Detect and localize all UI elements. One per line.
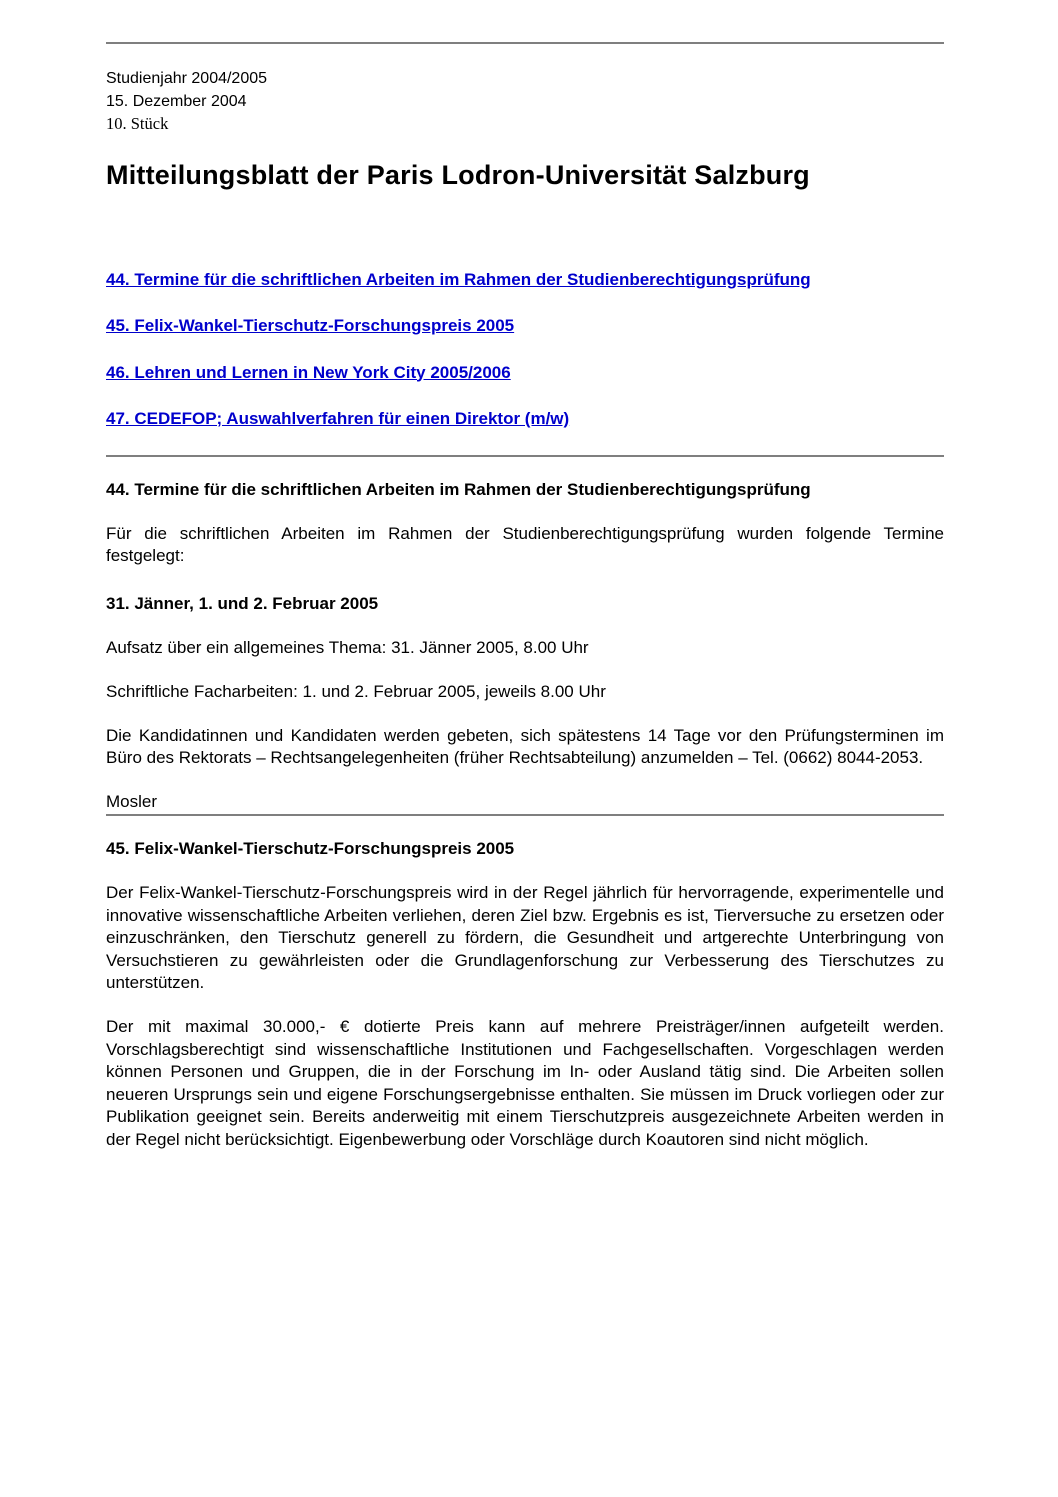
issue-number: 10. Stück — [106, 114, 169, 133]
section-44-intro: Für die schriftlichen Arbeiten im Rahmen der Studienberechtigungsprüfung wurden folgende Termine festgelegt: — [106, 523, 944, 565]
section-44-registration-note: Die Kandidatinnen und Kandidaten werden gebeten, sich spätestens 14 Tage vor den Prüfungsterminen im Büro des Rektorats – Rechtsangelegenheiten (früher Rechtsabteilung) anzumelden – Tel. (0662) 8044-2053. — [106, 725, 944, 767]
section-45-heading: 45. Felix-Wankel-Tierschutz-Forschungspreis 2005 — [106, 839, 515, 858]
issue-block — [106, 68, 944, 136]
section-44-heading: 44. Termine für die schriftlichen Arbeiten im Rahmen der Studienberechtigungsprüfung — [106, 479, 811, 499]
toc-link-44[interactable]: 44. Termine für die schriftlichen Arbeiten im Rahmen der Studienberechtigungsprüfung — [106, 269, 811, 289]
section-45-paragraph-1: Der Felix-Wankel-Tierschutz-Forschungspreis wird in der Regel jährlich für hervorragende, experimentelle und innovative wissenschaftliche Arbeiten verliehen, deren Ziel bzw. Ergebnis es ist, Tierversuche zu ersetzen oder einzuschränken, den Tierschutz generell zu fördern, die Gesundheit und artgerechte Unterbringung von Versuchstieren zu gewährleisten oder die Grundlagenforschung zur Verbesserung des Tierschutzes zu unterstützen. — [106, 883, 944, 992]
section-44-papers-line: Schriftliche Facharbeiten: 1. und 2. Februar 2005, jeweils 8.00 Uhr — [106, 681, 606, 701]
section-44-dates-heading: 31. Jänner, 1. und 2. Februar 2005 — [106, 593, 379, 613]
study-year: Studienjahr 2004/2005 — [106, 70, 268, 87]
section-45 — [106, 838, 944, 1151]
toc-link-45[interactable]: 45. Felix-Wankel-Tierschutz-Forschungspreis 2005 — [106, 316, 515, 335]
section-44-essay-line: Aufsatz über ein allgemeines Thema: 31. Jänner 2005, 8.00 Uhr — [106, 637, 589, 657]
toc-link-47[interactable]: 47. CEDEFOP; Auswahlverfahren für einen Direktor (m/w) — [106, 409, 570, 428]
section-divider-2 — [106, 814, 944, 816]
section-divider-1 — [106, 455, 944, 457]
table-of-contents — [106, 269, 944, 431]
section-45-paragraph-2: Der mit maximal 30.000,- € dotierte Preis kann auf mehrere Preisträger/innen aufgeteilt werden. Vorschlagsberechtigt sind wissenschaftliche Institutionen und Fachgesellschaften. Vorgeschlagen werden können Personen und Gruppen, die in der Forschung im In- oder Ausland tätig sind. Die Arbeiten sollen neueren Ursprungs sein und eigene Forschungsergebnisse enthalten. Sie müssen im Druck vorliegen oder zur Publikation geeignet sein. Bereits anderweitig mit einem Tierschutzpreis ausgezeichnete Arbeiten werden in der Regel nicht berücksichtigt. Eigenbewerbung oder Vorschläge durch Koautoren sind nicht möglich. — [106, 1017, 944, 1149]
toc-link-46[interactable]: 46. Lehren und Lernen in New York City 2005/2006 — [106, 362, 511, 382]
document-title: Mitteilungsblatt der Paris Lodron-Universität Salzburg — [106, 159, 810, 190]
section-44 — [106, 479, 944, 814]
top-rule — [106, 42, 944, 44]
issue-date: 15. Dezember 2004 — [106, 92, 247, 110]
section-44-signature: Mosler — [106, 792, 158, 811]
